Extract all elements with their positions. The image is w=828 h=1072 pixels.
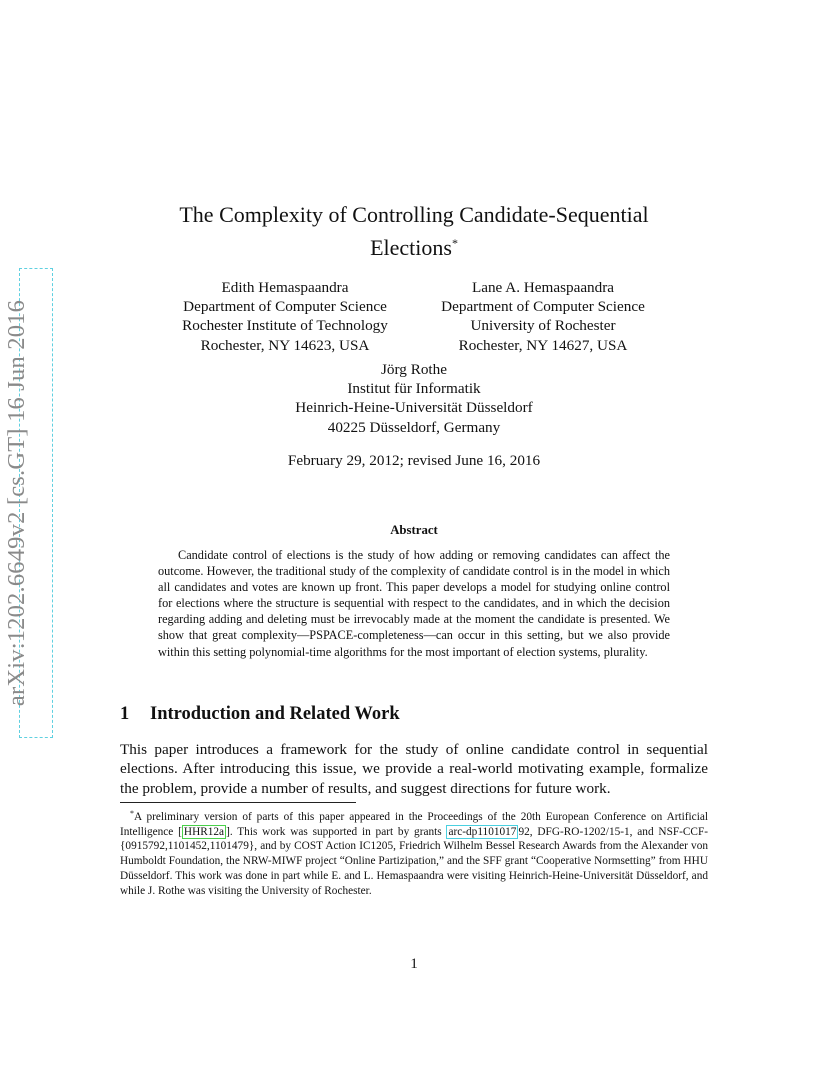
author-block-3 [264,360,564,437]
footnote-divider [120,802,356,803]
footnote [120,807,708,898]
paper-title [120,200,708,262]
citation-link[interactable]: HHR12a [183,825,225,838]
title-line-1: The Complexity of Controlling Candidate-Sequential [179,202,649,227]
paper-date: February 29, 2012; revised June 16, 2016 [287,452,541,469]
arxiv-identifier[interactable]: arXiv:1202.6649v2 [cs.GT] 16 Jun 2016 [3,299,30,707]
abstract-heading: Abstract [390,523,438,537]
footnote-text-3: 92, DFG-RO-1202/15-1, and NSF-CCF-{0915792,1101452,1101479}, and by COST Action IC1205, Friedrich Wilhelm Bessel Research Awards from the Alexander von Humboldt Foundation, the NRW-MIWF project “Online Partizipation,” and the SFF grant “Cooperative Normsetting” from HHU Düsseldorf. This work was done in part while E. and L. Hemaspaandra were visiting Heinrich-Heine-Universität Düsseldorf, and while J. Rothe was visiting the University of Rochester. [120,825,709,897]
grant-link[interactable]: arc-dp1101017 [448,825,517,838]
title-footnote-mark[interactable]: * [451,236,458,250]
author-institution: Rochester Institute of Technology [182,317,388,335]
author-dept: Department of Computer Science [183,298,387,316]
footnote-mark: * [130,809,134,818]
section-heading [120,704,400,725]
author-address: Rochester, NY 14623, USA [200,336,370,354]
author-institution: Heinrich-Heine-Universität Düsseldorf [295,399,533,417]
author-block-1 [170,278,400,355]
author-institution: University of Rochester [470,317,616,335]
section-title: Introduction and Related Work [150,704,400,724]
section-number: 1 [120,704,130,724]
intro-paragraph: This paper introduces a framework for the study of online candidate control in sequential elections. After introducing this issue, we provide a real-world motivating example, formalize the problem, provide a number of results, and suggest directions for future work. [120,741,708,797]
abstract-text: Candidate control of elections is the study of how adding or removing candidates can affect the outcome. However, the traditional study of the complexity of candidate control is in the model in which all candidates and votes are known up front. This paper develops a model for studying online control for elections where the structure is sequential with respect to the candidates, and in which the decision regarding adding and deleting must be irrevocably made at the moment the candidate is presented. We show that great complexity—PSPACE-completeness—can occur in this setting, but we also provide within this setting polynomial-time algorithms for the most important of election systems, plurality. [158,548,670,659]
page-number: 1 [410,955,418,972]
author-address: 40225 Düsseldorf, Germany [327,418,501,436]
author-address: Rochester, NY 14627, USA [458,336,628,354]
footnote-text-2: ]. This work was supported in part by grants [226,825,447,838]
author-name: Lane A. Hemaspaandra [471,279,615,296]
author-name: Jörg Rothe [381,361,447,378]
author-name: Edith Hemaspaandra [221,279,349,296]
author-dept: Institut für Informatik [347,380,481,398]
author-block-2 [428,278,658,355]
author-dept: Department of Computer Science [441,298,645,316]
footnote-text-1: A preliminary version of parts of this paper appeared in the Proceedings of the 20th European Conference on Artificial Intelligence [ [120,811,708,838]
title-line-2: Elections* [370,235,458,260]
